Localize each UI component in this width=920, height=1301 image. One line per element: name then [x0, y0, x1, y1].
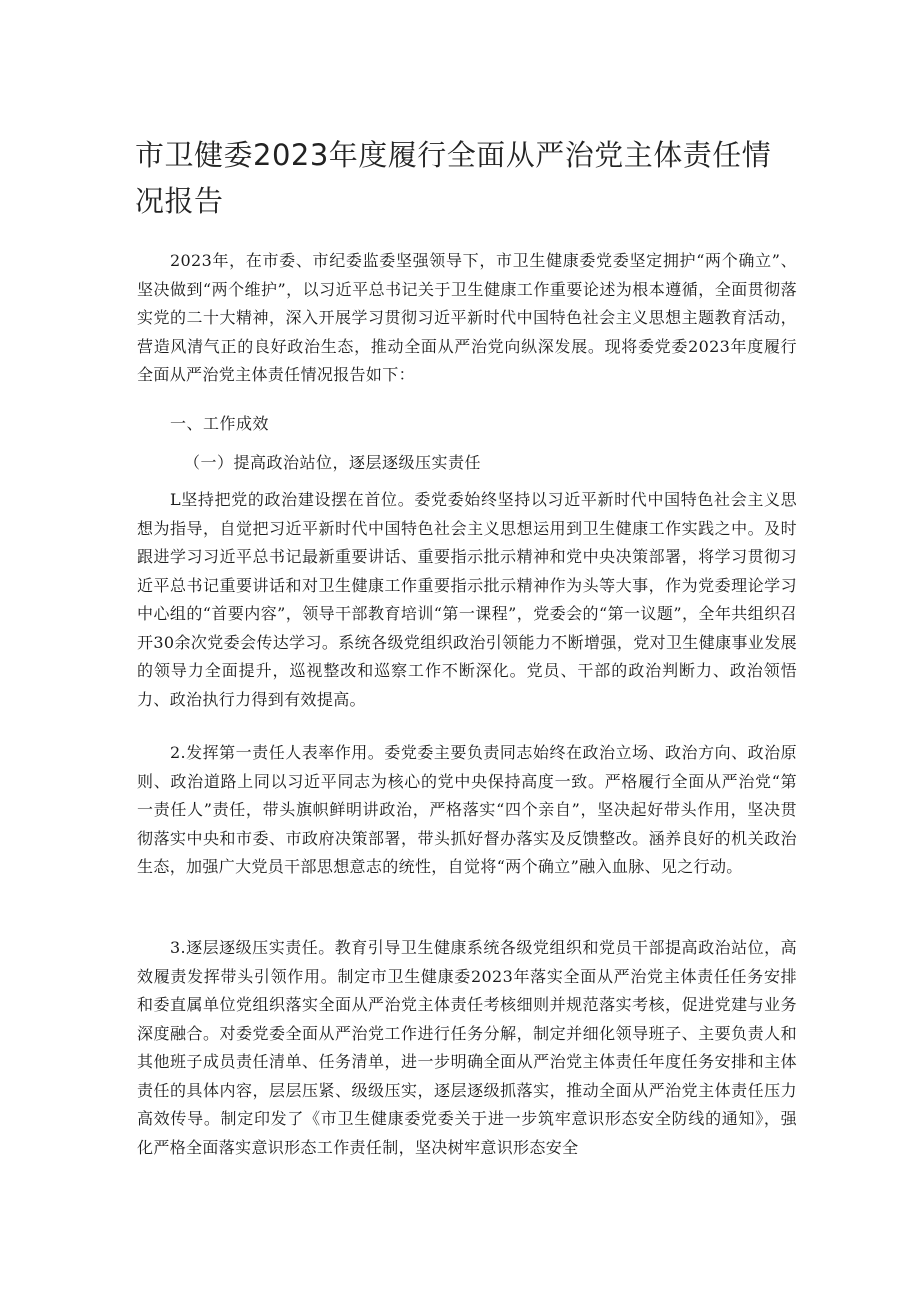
item-paragraph-3: 3.逐层逐级压实责任。教育引导卫生健康系统各级党组织和党员干部提高政治站位，高效履责发挥带头引领作用。制定市卫生健康委2023年落实全面从严治党主体责任任务安排和委直属单位党组织落实全面从严治党主体责任考核细则并规范落实考核，促进党建与业务深度融合。对委党委全面从严治党工作进行任务分解，制定并细化领导班子、主要负责人和其他班子成员责任清单、任务清单，进一步明确全面从严治党主体责任年度任务安排和主体责任的具体内容，层层压紧、级级压实，逐层逐级抓落实，推动全面从严治党主体责任压力高效传导。制定印发了《市卫生健康委党委关于进一步筑牢意识形态安全防线的通知》，强化严格全面落实意识形态工作责任制，坚决树牢意识形态安全: [137, 938, 797, 1157]
intro-paragraph: 2023年，在市委、市纪委监委坚强领导下，市卫生健康委党委坚定拥护“两个确立”、坚决做到“两个维护”，以习近平总书记关于卫生健康工作重要论述为根本遵循，全面贯彻落实党的二十大精神，深入开展学习贯彻习近平新时代中国特色社会主义思想主题教育活动，营造风清气正的良好政治生态，推动全面从严治党向纵深发展。现将委党委2023年度履行全面从严治党主体责任情况报告如下：: [137, 251, 797, 384]
item-paragraph-1: L坚持把党的政治建设摆在首位。委党委始终坚持以习近平新时代中国特色社会主义思想为指导，自觉把习近平新时代中国特色社会主义思想运用到卫生健康工作实践之中。及时跟进学习习近平总书记最新重要讲话、重要指示批示精神和党中央决策部署，将学习贯彻习近平总书记重要讲话和对卫生健康工作重要指示批示精神作为头等大事，作为党委理论学习中心组的“首要内容”，领导干部教育培训“第一课程”，党委会的“第一议题”，全年共组织召开30余次党委会传达学习。系统各级党组织政治引领能力不断增强，党对卫生健康事业发展的领导力全面提升，巡视整改和巡察工作不断深化。党员、干部的政治判断力、政治领悟力、政治执行力得到有效提高。: [137, 490, 797, 709]
subsection-heading: （一）提高政治站位，逐层逐级压实责任: [184, 453, 482, 472]
section-heading: 一、工作成效: [170, 414, 270, 433]
page-title: 市卫健委2023年度履行全面从严治党主体责任情况报告: [135, 138, 772, 218]
item-paragraph-2: 2.发挥第一责任人表率作用。委党委主要负责同志始终在政治立场、政治方向、政治原则、政治道路上同以习近平同志为核心的党中央保持高度一致。严格履行全面从严治党“第一责任人”责任，带头旗帜鲜明讲政治，严格落实“四个亲自”，坚决起好带头作用，坚决贯彻落实中央和市委、市政府决策部署，带头抓好督办落实及反馈整改。涵养良好的机关政治生态，加强广大党员干部思想意志的统性，自觉将“两个确立”融入血脉、见之行动。: [137, 743, 797, 876]
